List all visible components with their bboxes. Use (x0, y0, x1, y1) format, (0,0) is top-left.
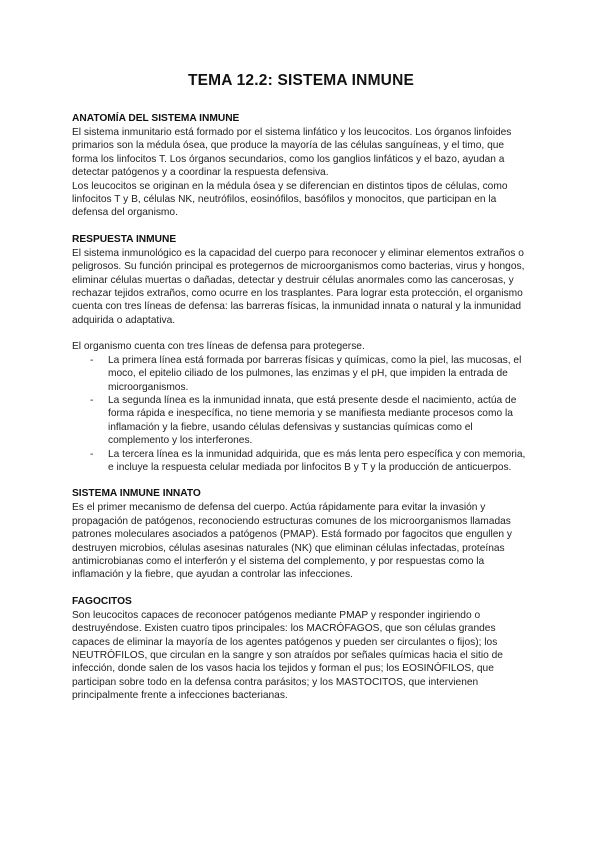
section-heading: RESPUESTA INMUNE (72, 233, 177, 245)
section-respuesta-inmune (72, 233, 530, 475)
paragraph: Es el primer mecanismo de defensa del cuerpo. Actúa rápidamente para evitar la invasión y propagación de patógenos, reconociendo estructuras comunes de los microorganismos llamadas patrones moleculares asociados a patógenos (PMAP). Está formado por fagocitos que engullen y destruyen microbios, células asesinas naturales (NK) que eliminan células infectadas, proteínas antimicrobianas como el interferón y el sistema del complemento, y por respuestas como la inflamación y la fiebre, que ayudan a controlar las infecciones. (72, 502, 513, 581)
paragraph: Son leucocitos capaces de reconocer patógenos mediante PMAP y responder ingiriendo o destruyéndose. Existen cuatro tipos principales: los MACRÓFAGOS, que son células grandes capaces de eliminar la mayoría de los agentes patógenos y pueden ser circulantes o fijos); los NEUTRÓFILOS, que circulan en la sangre y son atraídos por señales químicas hacia el sitio de infección, donde salen de los vasos hacia los tejidos y forman el pus; los EOSINÓFILOS, que participan sobre todo en la defensa contra parásitos; y los MASTOCITOS, que intervienen principalmente frente a infecciones bacterianas. (72, 609, 503, 702)
list-item: - La segunda línea es la inmunidad innata, que está presente desde el nacimiento, actúa de forma rápida e inespecífica, no tiene memoria y se manifiesta mediante procesos como la inflamación y la fiebre, usando células defensivas y sustancias químicas como el complemento y los interferones. (90, 394, 530, 448)
defense-lines-list (72, 354, 530, 475)
section-heading: SISTEMA INMUNE INNATO (72, 488, 201, 500)
paragraph: El sistema inmunológico es la capacidad del cuerpo para reconocer y eliminar elementos extraños o peligrosos. Su función principal es protegernos de microorganismos como bacterias, virus y hongos, eliminar células muertas o dañadas, detectar y destruir células anormales como las cancerosas, y rechazar tejidos extraños, como ocurre en los trasplantes. Para lograr esta protección, el organismo cuenta con tres líneas de defensa: las barreras físicas, la inmunidad innata o natural y la inmunidad adquirida o adaptativa. (72, 247, 525, 326)
section-heading: FAGOCITOS (72, 595, 132, 607)
list-item: - La primera línea está formada por barreras físicas y químicas, como la piel, las mucosas, el moco, el epitelio ciliado de los pulmones, las enzimas y el pH, que impiden la entrada de microorganismos. (90, 354, 530, 394)
paragraph: Los leucocitos se originan en la médula ósea y se diferencian en distintos tipos de células, como linfocitos T y B, células NK, neutrófilos, eosinófilos, basófilos y monocitos, que participan en la defensa del organismo. (72, 180, 508, 219)
section-heading: ANATOMÍA DEL SISTEMA INMUNE (72, 113, 240, 124)
section-fagocitos (72, 595, 530, 703)
list-item: - La tercera línea es la inmunidad adquirida, que es más lenta pero específica y con memoria, e incluye la respuesta celular mediada por linfocitos B y T y la producción de anticuerpos. (90, 448, 530, 475)
paragraph: El organismo cuenta con tres líneas de defensa para protegerse. (72, 341, 365, 353)
paragraph: El sistema inmunitario está formado por el sistema linfático y los leucocitos. Los órganos linfoides primarios son la médula ósea, que produce la mayoría de las células sanguíneas, y el timo, que forma los linfocitos T. Los órganos secundarios, como los ganglios linfáticos y el bazo, ayudan a detectar patógenos y a coordinar la respuesta defensiva. (72, 127, 512, 179)
page-title: TEMA 12.2: SISTEMA INMUNE (187, 72, 415, 89)
section-anatomia (72, 112, 530, 220)
section-sistema-innato (72, 487, 530, 581)
